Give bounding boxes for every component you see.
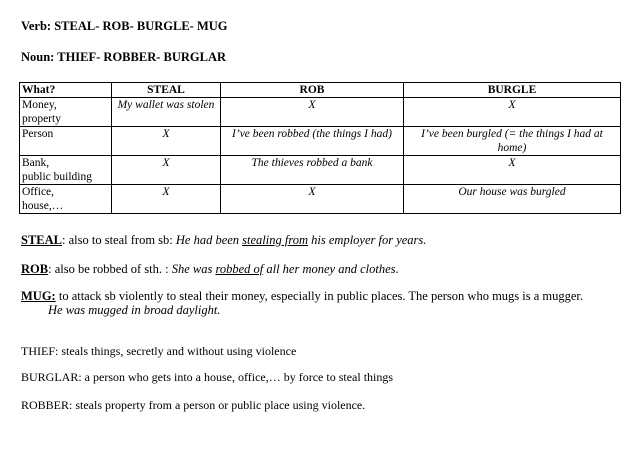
cell-steal: X bbox=[112, 156, 221, 185]
cell-burgle: X bbox=[404, 98, 621, 127]
cell-rob: X bbox=[221, 185, 404, 214]
cell-burgle-line: I’ve been burgled (= the things I had at bbox=[421, 128, 603, 140]
mug-note bbox=[21, 289, 583, 304]
rob-example-before: She was bbox=[171, 262, 216, 276]
row-label bbox=[20, 185, 112, 214]
table-row bbox=[20, 185, 621, 214]
steal-term: STEAL bbox=[21, 233, 62, 247]
row-label bbox=[20, 156, 112, 185]
robber-definition: ROBBER: steals property from a person or public place using violence. bbox=[21, 398, 366, 412]
noun-words: THIEF- ROBBER- BURGLAR bbox=[57, 50, 227, 64]
header-what: What? bbox=[20, 83, 112, 98]
rob-example bbox=[172, 262, 396, 276]
cell-burgle: X bbox=[404, 156, 621, 185]
cell-steal: X bbox=[112, 185, 221, 214]
rob-example-underlined: robbed of bbox=[215, 262, 264, 276]
rob-example-after: all her money and clothes bbox=[263, 262, 396, 276]
header-steal: STEAL bbox=[112, 83, 221, 98]
row-label-line: house,… bbox=[22, 200, 64, 212]
table-row bbox=[20, 127, 621, 156]
header-burgle: BURGLE bbox=[404, 83, 621, 98]
steal-example-underlined: stealing from bbox=[242, 233, 309, 247]
noun-label: Noun: bbox=[21, 50, 58, 64]
row-label-line: Bank, bbox=[22, 157, 50, 169]
cell-rob: I’ve been robbed (the things I had) bbox=[221, 127, 404, 156]
vocab-table bbox=[19, 82, 621, 214]
steal-example-after: his employer for years. bbox=[308, 233, 427, 247]
mug-text: to attack sb violently to steal their money, especially in public places. The person who mugs is a mugger. bbox=[55, 289, 584, 303]
row-label: Person bbox=[20, 127, 112, 156]
rob-example-end: . bbox=[395, 262, 399, 276]
row-label-line: public building bbox=[22, 171, 92, 183]
burglar-definition: BURGLAR: a person who gets into a house, office,… by force to steal things bbox=[21, 370, 394, 384]
row-label-line: property bbox=[22, 113, 61, 125]
verb-label: Verb: bbox=[21, 19, 55, 33]
table-header-row bbox=[20, 83, 621, 98]
steal-example bbox=[176, 233, 427, 247]
rob-term: ROB bbox=[21, 262, 49, 276]
table-row bbox=[20, 156, 621, 185]
cell-burgle: Our house was burgled bbox=[404, 185, 621, 214]
row-label-line: Money, bbox=[22, 99, 57, 111]
steal-text: : also to steal from sb: bbox=[62, 233, 176, 247]
steal-example-before: He had been bbox=[175, 233, 243, 247]
cell-steal: My wallet was stolen bbox=[112, 98, 221, 127]
mug-example: He was mugged in broad daylight. bbox=[48, 303, 221, 317]
cell-rob: The thieves robbed a bank bbox=[221, 156, 404, 185]
steal-note bbox=[21, 233, 426, 248]
mug-term: MUG: bbox=[21, 289, 56, 303]
noun-line bbox=[21, 50, 226, 65]
header-rob: ROB bbox=[221, 83, 404, 98]
cell-steal: X bbox=[112, 127, 221, 156]
verb-words: STEAL- ROB- BURGLE- MUG bbox=[54, 19, 228, 33]
rob-text: : also be robbed of sth. : bbox=[48, 262, 172, 276]
row-label-line: Office, bbox=[22, 186, 55, 198]
cell-burgle-line: home) bbox=[497, 142, 527, 154]
rob-note bbox=[21, 262, 399, 277]
cell-burgle bbox=[404, 127, 621, 156]
row-label bbox=[20, 98, 112, 127]
thief-definition: THIEF: steals things, secretly and without using violence bbox=[21, 344, 297, 358]
table-row bbox=[20, 98, 621, 127]
cell-rob: X bbox=[221, 98, 404, 127]
verb-line bbox=[21, 19, 228, 34]
